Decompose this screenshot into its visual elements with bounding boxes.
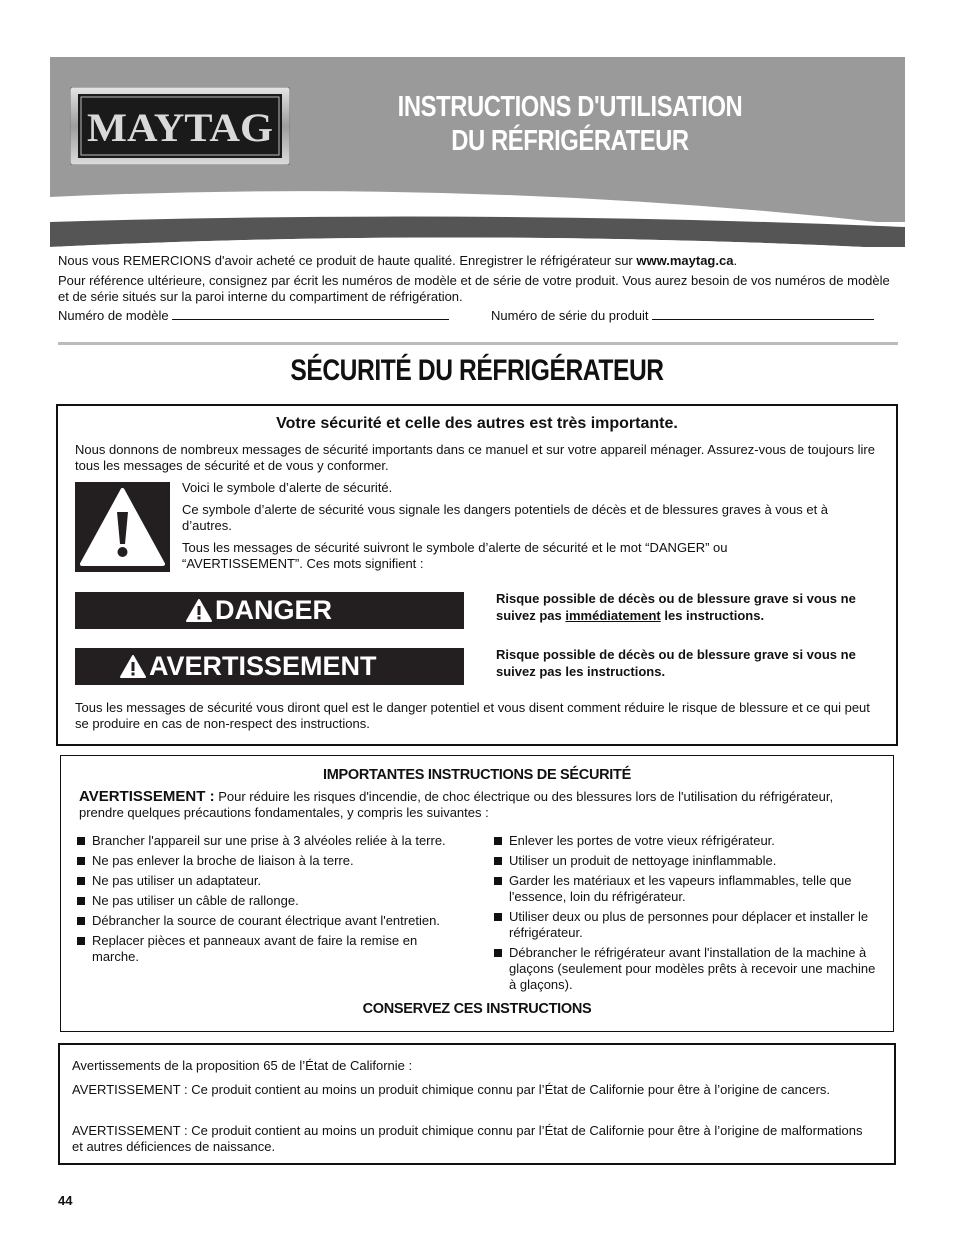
instruction-item: Débrancher la source de courant électrique avant l'entretien. [76,913,451,929]
danger-label-block: DANGER [75,592,464,629]
right-instructions-list [493,833,883,997]
follow-text: Tous les messages de sécurité suivront le symbole d’alerte de sécurité et le mot “DANGER” ou “AVERTISSEMENT”. Ces mots signifient : [182,540,728,571]
prop65-intro: Avertissements de la proposition 65 de l’État de Californie : [72,1058,413,1073]
instruction-item: Ne pas enlever la broche de liaison à la terre. [76,853,451,869]
alert-triangle-icon [185,598,213,623]
thanks-text: Nous vous REMERCIONS d'avoir acheté ce produit de haute qualité. Enregistrer le réfrigérateur sur www.maytag.ca. [58,253,738,268]
maytag-logo [70,87,290,165]
svg-text:MAYTAG: MAYTAG [87,105,273,150]
important-instructions-box [60,755,894,1032]
safety-closing: Tous les messages de sécurité vous diront quel est le danger potentiel et vous disent comment réduire le risque de blessure et ce qui peut se produire en cas de non-respect des instructions. [75,700,870,731]
website-link[interactable]: www.maytag.ca [636,253,734,268]
symbol-text: Voici le symbole d’alerte de sécurité. [182,480,393,495]
instruction-item: Brancher l'appareil sur une prise à 3 alvéoles reliée à la terre. [76,833,451,849]
divider [58,342,898,345]
prop65-cancer-warning: AVERTISSEMENT : Ce produit contient au moins un produit chimique connu par l’État de Californie pour être à l’origine de cancers. [72,1082,831,1097]
symbol-description: Ce symbole d’alerte de sécurité vous signale les dangers potentiels de décès et de blessures graves à vous et à d’autres. [182,502,829,533]
page-number: 44 [58,1193,73,1208]
serial-number-field[interactable]: Numéro de série du produit [491,308,874,324]
alert-triangle-icon [119,654,147,679]
instruction-item: Replacer pièces et panneaux avant de faire la remise en marche. [76,933,451,965]
danger-description: Risque possible de décès ou de blessure grave si vous ne suivez pas immédiatement les instructions. [496,591,856,623]
keep-instructions: CONSERVEZ CES INSTRUCTIONS [362,1001,592,1017]
california-warning-box [58,1043,896,1165]
instructions-warning: AVERTISSEMENT : Pour réduire les risques d'incendie, de choc électrique ou des blessures lors de l'utilisation du réfrigérateur, prendre quelques précautions fondamentales, y compris les suivantes : [79,788,834,820]
instruction-item: Utiliser deux ou plus de personnes pour déplacer et installer le réfrigérateur. [493,909,883,941]
safety-box [56,404,898,746]
instruction-item: Débrancher le réfrigérateur avant l'installation de la machine à glaçons (seulement pour modèles prêts à recevoir une machine à glaçons). [493,945,883,993]
safety-heading: Votre sécurité et celle des autres est très importante. [276,415,678,432]
instruction-item: Ne pas utiliser un adaptateur. [76,873,451,889]
safety-intro: Nous donnons de nombreux messages de sécurité importants dans ce manuel et sur votre appareil ménager. Assurez-vous de toujours lire tous les messages de sécurité et de vous y conformer. [75,442,875,473]
instructions-heading: IMPORTANTES INSTRUCTIONS DE SÉCURITÉ [323,767,631,783]
reference-text: Pour référence ultérieure, consignez par écrit les numéros de modèle et de série de votre produit. Vous aurez besoin de vos numéros de modèle et de série situés sur la paroi interne du compartiment de réfrigération. [58,273,890,304]
left-instructions-list [76,833,451,969]
document-title: INSTRUCTIONS D'UTILISATION DU RÉFRIGÉRATEUR [397,91,743,157]
prop65-birth-defect-warning: AVERTISSEMENT : Ce produit contient au moins un produit chimique connu par l’État de Californie pour être à l’origine de malformations et autres déficiences de naissance. [72,1123,863,1154]
instruction-item: Garder les matériaux et les vapeurs inflammables, telle que l'essence, loin du réfrigérateur. [493,873,883,905]
model-number-field[interactable]: Numéro de modèle [58,308,449,324]
section-title: SÉCURITÉ DU RÉFRIGÉRATEUR [290,354,664,387]
header-banner [50,57,905,247]
instruction-item: Utiliser un produit de nettoyage ininflammable. [493,853,883,869]
instruction-item: Enlever les portes de votre vieux réfrigérateur. [493,833,883,849]
instruction-item: Ne pas utiliser un câble de rallonge. [76,893,451,909]
warning-description: Risque possible de décès ou de blessure grave si vous ne suivez pas les instructions. [496,647,856,679]
safety-alert-icon [75,482,170,572]
warning-label-block: AVERTISSEMENT [75,648,464,685]
